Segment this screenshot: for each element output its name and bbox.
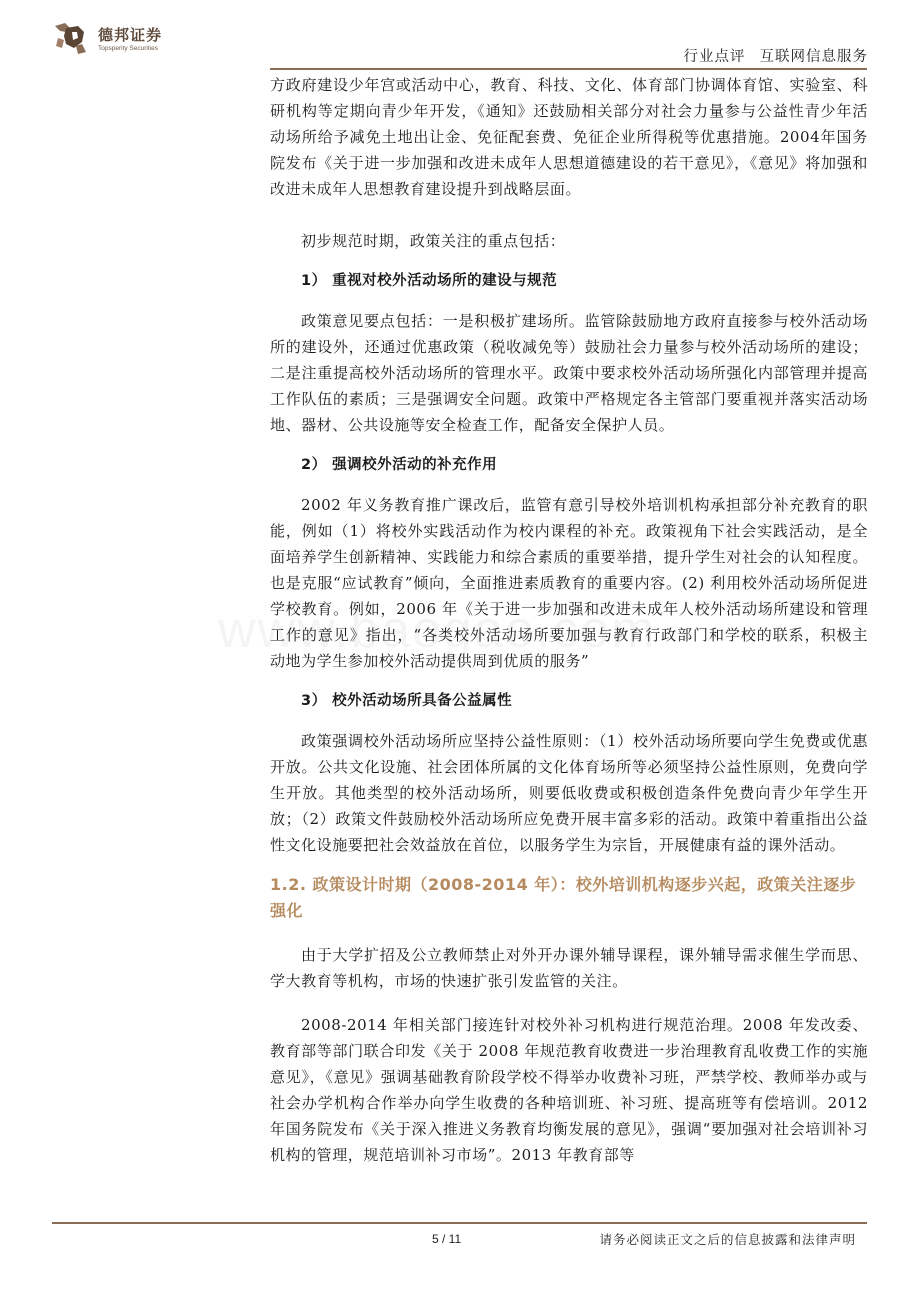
subheading-public-welfare: 3） 校外活动场所具备公益属性 [301, 693, 513, 709]
header-meta [684, 45, 869, 66]
page-header [0, 0, 920, 78]
legal-disclaimer: 请务必阅读正文之后的信息披露和法律声明 [599, 1232, 856, 1247]
industry-label: 互联网信息服务 [759, 49, 868, 65]
logo-name-cn: 德邦证券 [98, 25, 163, 44]
paragraph-venue-construction: 政策意见要点包括：一是积极扩建场所。监管除鼓励地方政府直接参与校外活动场所的建设外，还通过优惠政策（税收减免等）鼓励社会力量参与校外活动场所的建设；二是注重提高校外活动场所的管理水平。政策中要求校外活动场所强化内部管理并提高工作队伍的素质；三是强调安全问题。政策中严格规定各主管部门要重视并落实活动场地、器材、公共设施等安全检查工作，配备安全保护人员。 [270, 312, 868, 434]
paragraph-policy-intro: 方政府建设少年宫或活动中心，教育、科技、文化、体育部门协调体育馆、实验室、科研机构等定期向青少年开发，《通知》还鼓励相关部分对社会力量参与公益性青少年活动场所给予减免土地出让金、免征配套费、免征企业所得税等优惠措施。2004年国务院发布《关于进一步加强和改进未成年人思想道德建设的若干意见》，《意见》将加强和改进未成年人思想教育建设提升到战略层面。 [270, 76, 868, 198]
paragraph-regulation-2008-2014: 2008-2014 年相关部门接连针对校外补习机构进行规范治理。2008 年发改委、教育部等部门联合印发《关于 2008 年规范教育收费进一步治理教育乱收费工作的实施意见》，《意见》强调基础教育阶段学校不得举办收费补习班，严禁学校、教师举办或与社会办学机构合作举办向学生收费的各种培训班、补习班、提高班等有偿培训。2012 年国务院发布《关于深入推进义务教育均衡发展的意见》，强调“要加强对社会培训补习机构的管理，规范培训补习市场”。2013 年教育部等 [270, 1016, 868, 1164]
report-body [270, 72, 868, 1168]
paragraph-market-growth: 由于大学扩招及公立教师禁止对外开办课外辅导课程，课外辅导需求催生学而思、学大教育等机构，市场的快速扩张引发监管的关注。 [270, 946, 868, 990]
header-divider [270, 68, 867, 70]
subheading-venue-construction: 1） 重视对校外活动场所的建设与规范 [301, 273, 558, 289]
paragraph-supplementary-role: 2002 年义务教育推广课改后，监管有意引导校外培训机构承担部分补充教育的职能，例如（1）将校外实践活动作为校内课程的补充。政策视角下社会实践活动，是全面培养学生创新精神、实践能力和综合素质的重要举措，提升学生对社会的认知程度。也是克服“应试教育”倾向，全面推进素质教育的重要内容。(2) 利用校外活动场所促进学校教育。例如，2006 年《关于进一步加强和改进未成年人校外活动场所建设和管理工作的意见》指出，“各类校外活动场所要加强与教育行政部门和学校的联系，积极主动地为学生参加校外活动提供周到优质的服务” [270, 496, 868, 670]
bull-logo-icon [52, 20, 92, 58]
section-heading-1-2: 1.2. 政策设计时期（2008-2014 年）：校外培训机构逐步兴起，政策关注逐步强化 [270, 875, 857, 920]
subheading-supplementary-role: 2） 强调校外活动的补充作用 [301, 457, 498, 473]
page-number: 5 / 11 [432, 1232, 462, 1246]
paragraph-focus-intro: 初步规范时期，政策关注的重点包括： [301, 232, 566, 250]
paragraph-public-welfare: 政策强调校外活动场所应坚持公益性原则：（1）校外活动场所要向学生免费或优惠开放。公共文化设施、社会团体所属的文化体育场所等必须坚持公益性原则，免费向学生开放。其他类型的校外活动场所，则要低收费或积极创造条件免费向青少年学生开放；（2）政策文件鼓励校外活动场所应免费开展丰富多彩的活动。政策中着重指出公益性文化设施要把社会效益放在首位，以服务学生为宗旨，开展健康有益的课外活动。 [270, 732, 868, 854]
company-logo [52, 20, 162, 58]
footer-divider [52, 1222, 867, 1224]
report-category: 行业点评 [683, 49, 746, 65]
logo-name-en: Topsperity Securities [98, 44, 158, 52]
